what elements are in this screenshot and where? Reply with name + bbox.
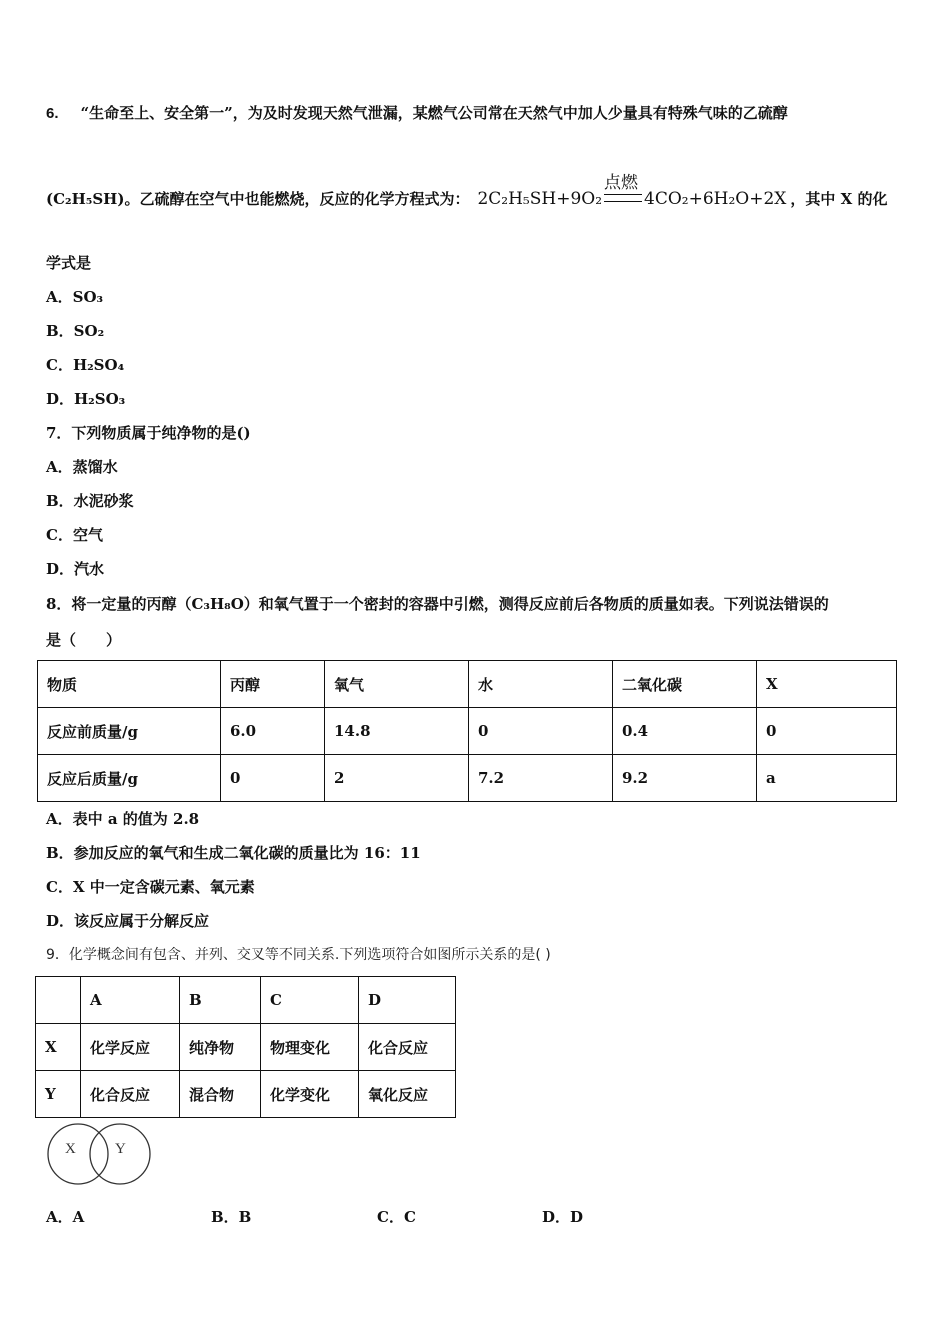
table-header-row — [36, 977, 456, 1024]
equation-left: 2C₂H₅SH+9O₂ — [477, 189, 603, 209]
table-cell: 混合物 — [180, 1071, 261, 1118]
table-cell: 14.8 — [325, 708, 469, 755]
table-header-row — [38, 661, 897, 708]
table-cell: 化合反应 — [359, 1024, 456, 1071]
table-cell: 9.2 — [613, 755, 757, 802]
q6-stem-after: ，其中 X 的化 — [790, 190, 888, 208]
table-cell: X — [36, 1024, 81, 1071]
double-line — [604, 194, 642, 202]
table-header-cell: 水 — [469, 661, 613, 708]
table-cell: 2 — [325, 755, 469, 802]
table-cell: 氧化反应 — [359, 1071, 456, 1118]
q9-answer-b[interactable]: B．B — [211, 1208, 252, 1226]
table-row — [36, 1071, 456, 1118]
venn-label-y: Y — [115, 1141, 126, 1157]
equals-sign — [602, 173, 644, 204]
table-row — [36, 1024, 456, 1071]
table-cell: 7.2 — [469, 755, 613, 802]
table-row — [38, 755, 897, 802]
q8-option-a[interactable]: A．表中 a 的值为 2.8 — [46, 810, 200, 828]
q7-option-b[interactable]: B．水泥砂浆 — [46, 492, 134, 510]
table-header-cell: 丙醇 — [221, 661, 325, 708]
q6-stem-line1 — [46, 102, 788, 123]
table-cell: 0 — [469, 708, 613, 755]
q9-answer-c[interactable]: C．C — [377, 1208, 416, 1226]
q7-stem: 7．下列物质属于纯净物的是() — [46, 424, 251, 442]
table-header-cell: X — [757, 661, 897, 708]
table-header-cell: A — [81, 977, 180, 1024]
table-header-cell: D — [359, 977, 456, 1024]
q9-answer-d[interactable]: D．D — [542, 1208, 584, 1226]
table-row — [38, 708, 897, 755]
q6-stem-line3: 学式是 — [46, 254, 92, 272]
q8-option-b[interactable]: B．参加反应的氧气和生成二氧化碳的质量比为 16：11 — [46, 844, 421, 862]
table-cell: 化学反应 — [81, 1024, 180, 1071]
table-cell: 反应后质量/g — [38, 755, 221, 802]
table-cell: 纯净物 — [180, 1024, 261, 1071]
q6-stem-text: “生命至上、安全第一”，为及时发现天然气泄漏，某燃气公司常在天然气中加人少量具有特殊气味的乙硫醇 — [80, 104, 788, 122]
table-cell: 反应前质量/g — [38, 708, 221, 755]
table-cell: 化学变化 — [261, 1071, 359, 1118]
table-header-cell — [36, 977, 81, 1024]
venn-diagram — [45, 1120, 157, 1188]
q8-stem-line2: 是（ ） — [46, 631, 122, 649]
table-cell: 0 — [757, 708, 897, 755]
q9-stem: 9．化学概念间有包含、并列、交叉等不同关系.下列选项符合如图所示关系的是( ) — [46, 947, 551, 963]
q8-stem-line1: 8．将一定量的丙醇（C₃H₈O）和氧气置于一个密封的容器中引燃，测得反应前后各物质的质量如表。下列说法错误的 — [46, 595, 829, 613]
table-header-cell: B — [180, 977, 261, 1024]
q6-option-d[interactable]: D．H₂SO₃ — [46, 390, 126, 408]
q6-option-c[interactable]: C．H₂SO₄ — [46, 356, 125, 374]
q6-stem-before: (C₂H₅SH)。乙硫醇在空气中也能燃烧，反应的化学方程式为： — [46, 190, 470, 208]
table-header-cell: 物质 — [38, 661, 221, 708]
q6-option-b[interactable]: B．SO₂ — [46, 322, 105, 340]
q7-option-a[interactable]: A．蒸馏水 — [46, 458, 118, 476]
q7-option-c[interactable]: C．空气 — [46, 526, 103, 544]
q9-answer-a[interactable]: A．A — [46, 1208, 85, 1226]
q6-stem-line2 — [46, 173, 888, 209]
table-cell: Y — [36, 1071, 81, 1118]
q7-option-d[interactable]: D．汽水 — [46, 560, 105, 578]
table-cell: 物理变化 — [261, 1024, 359, 1071]
table-cell: 6.0 — [221, 708, 325, 755]
table-header-cell: 二氧化碳 — [613, 661, 757, 708]
equation-condition: 点燃 — [604, 173, 639, 193]
chemical-equation — [477, 173, 787, 209]
q6-number: 6. — [46, 105, 59, 122]
venn-label-x: X — [65, 1141, 76, 1157]
table-cell: 0.4 — [613, 708, 757, 755]
q8-option-c[interactable]: C．X 中一定含碳元素、氧元素 — [46, 878, 255, 896]
q9-concept-table — [35, 976, 456, 1118]
table-header-cell: C — [261, 977, 359, 1024]
q8-mass-table — [37, 660, 897, 802]
table-cell: a — [757, 755, 897, 802]
table-cell: 0 — [221, 755, 325, 802]
table-cell: 化合反应 — [81, 1071, 180, 1118]
q8-option-d[interactable]: D．该反应属于分解反应 — [46, 912, 210, 930]
table-header-cell: 氧气 — [325, 661, 469, 708]
q6-option-a[interactable]: A．SO₃ — [46, 288, 104, 306]
equation-right: 4CO₂+6H₂O+2X — [644, 189, 787, 209]
